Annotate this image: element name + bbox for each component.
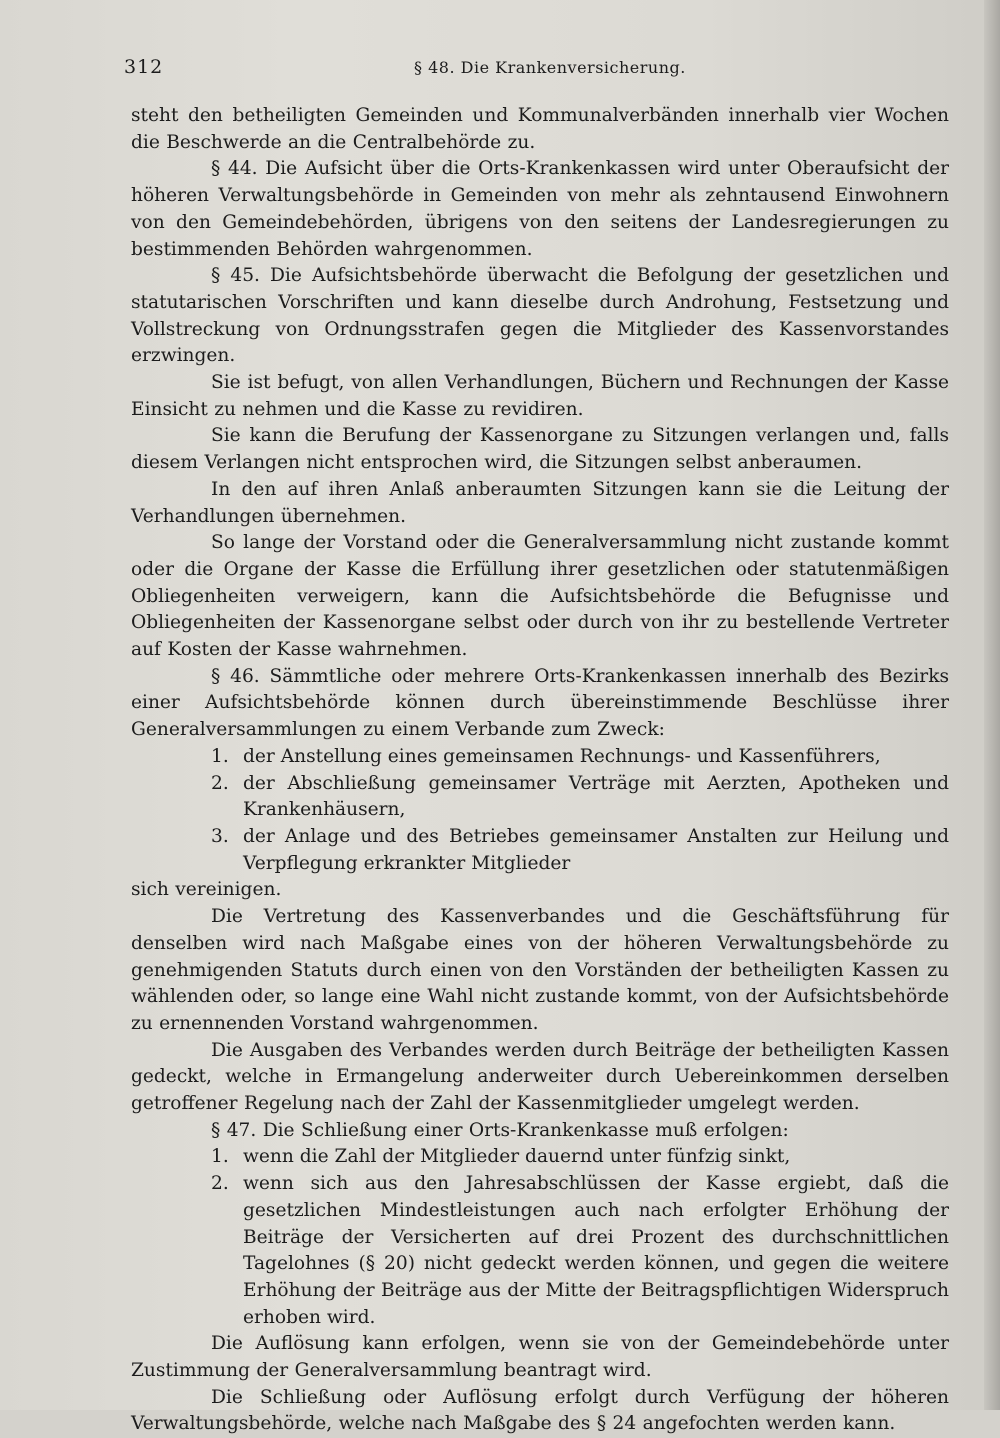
enumerated-item: [131, 1144, 949, 1171]
enumerated-item: [131, 1171, 949, 1331]
item-number: 2.: [211, 772, 229, 794]
paragraph: In den auf ihren Anlaß anberaumten Sitzungen kann sie die Leitung der Verhandlungen übernehmen.: [131, 478, 949, 527]
paragraph: So lange der Vorstand oder die Generalversammlung nicht zustande kommt oder die Organe der Kasse die Erfüllung ihrer gesetzlichen oder statutenmäßigen Obliegenheiten verweigern, kann die Aufsichtsbehörde die Befugnisse und Obliegenheiten der Kassenorgane selbst oder durch von ihr zu bestellende Vertreter auf Kosten der Kasse wahrnehmen.: [131, 532, 949, 661]
page-header: [124, 56, 944, 86]
paragraph: Die Schließung oder Auflösung erfolgt durch Verfügung der höheren Verwaltungsbehörde, welche nach Maßgabe des § 24 angefochten werden kann.: [131, 1386, 949, 1435]
running-title: § 48. Die Krankenversicherung.: [414, 58, 686, 77]
item-number: 3.: [211, 825, 229, 847]
item-text: der Anstellung eines gemeinsamen Rechnungs- und Kassenführers,: [243, 745, 881, 767]
paragraph: § 45. Die Aufsichtsbehörde überwacht die Befolgung der gesetzlichen und statutarischen Vorschriften und kann dieselbe durch Androhung, Festsetzung und Vollstreckung von Ordnungsstrafen gegen die Mitglieder des Kassenvorstandes erzwingen.: [131, 265, 949, 367]
item-text: der Anlage und des Betriebes gemeinsamer Anstalten zur Heilung und Verpflegung erkrankter Mitglieder: [243, 825, 949, 874]
paragraph: Die Ausgaben des Verbandes werden durch Beiträge der betheiligten Kassen gedeckt, welche in Ermangelung anderweiter durch Uebereinkommen derselben getroffener Regelung nach der Zahl der Kassenmitglieder umgelegt werden.: [131, 1039, 949, 1115]
item-text: wenn die Zahl der Mitglieder dauernd unter fünfzig sinkt,: [243, 1146, 791, 1168]
enumerated-item: [131, 744, 949, 771]
paragraph: steht den betheiligten Gemeinden und Kommunalverbänden innerhalb vier Wochen die Beschwerde an die Centralbehörde zu.: [131, 105, 949, 153]
paragraph: § 47. Die Schließung einer Orts-Krankenkasse muß erfolgen:: [211, 1119, 789, 1141]
item-text: wenn sich aus den Jahresabschlüssen der Kasse ergiebt, daß die gesetzlichen Mindestleistungen auch nach erfolgter Erhöhung der Beiträge der Versicherten auf drei Prozent des durchschnittlichen Tagelohnes (§ 20) nicht gedeckt werden können, und gegen die weitere Erhöhung der Beiträge aus der Mitte der Beitragspflichtigen Widerspruch erhoben wird.: [243, 1173, 949, 1328]
paragraph: Die Vertretung des Kassenverbandes und die Geschäftsführung für denselben wird nach Maßgabe eines von der höheren Verwaltungsbehörde zu genehmigenden Statuts durch einen von den Vorständen der betheiligten Kassen zu wählenden oder, so lange eine Wahl nicht zustande kommt, von der Aufsichtsbehörde zu ernennenden Vorstand wahrgenommen.: [131, 906, 949, 1034]
paragraph: sich vereinigen.: [131, 879, 282, 901]
paragraph: Sie kann die Berufung der Kassenorgane zu Sitzungen verlangen und, falls diesem Verlangen nicht entsprochen wird, die Sitzungen selbst anberaumen.: [131, 425, 949, 474]
paragraph: § 46. Sämmtliche oder mehrere Orts-Krankenkassen innerhalb des Bezirks einer Aufsichtsbehörde können durch übereinstimmende Beschlüsse ihrer Generalversammlungen zu einem Verbande zum Zweck:: [131, 665, 949, 741]
item-text: der Abschließung gemeinsamer Verträge mit Aerzten, Apotheken und Krankenhäusern,: [243, 772, 949, 821]
enumerated-item: [131, 771, 949, 824]
page-edge-shadow: [984, 0, 1000, 1410]
paragraph: Sie ist befugt, von allen Verhandlungen, Büchern und Rechnungen der Kasse Einsicht zu nehmen und die Kasse zu revidiren.: [131, 372, 949, 420]
enumerated-item: [131, 824, 949, 877]
body-text: [131, 103, 949, 1438]
page-number: 312: [124, 56, 164, 78]
item-number: 1.: [211, 1146, 229, 1168]
paragraph: Die Auflösung kann erfolgen, wenn sie von der Gemeindebehörde unter Zustimmung der Generalversammlung beantragt wird.: [131, 1333, 949, 1382]
item-number: 2.: [211, 1173, 229, 1195]
item-number: 1.: [211, 745, 229, 767]
paragraph: § 44. Die Aufsicht über die Orts-Krankenkassen wird unter Oberaufsicht der höheren Verwaltungsbehörde in Gemeinden von mehr als zehntausend Einwohnern von den Gemeindebehörden, übrigens von den seitens der Landesregierungen zu bestimmenden Behörden wahrgenommen.: [131, 158, 949, 260]
